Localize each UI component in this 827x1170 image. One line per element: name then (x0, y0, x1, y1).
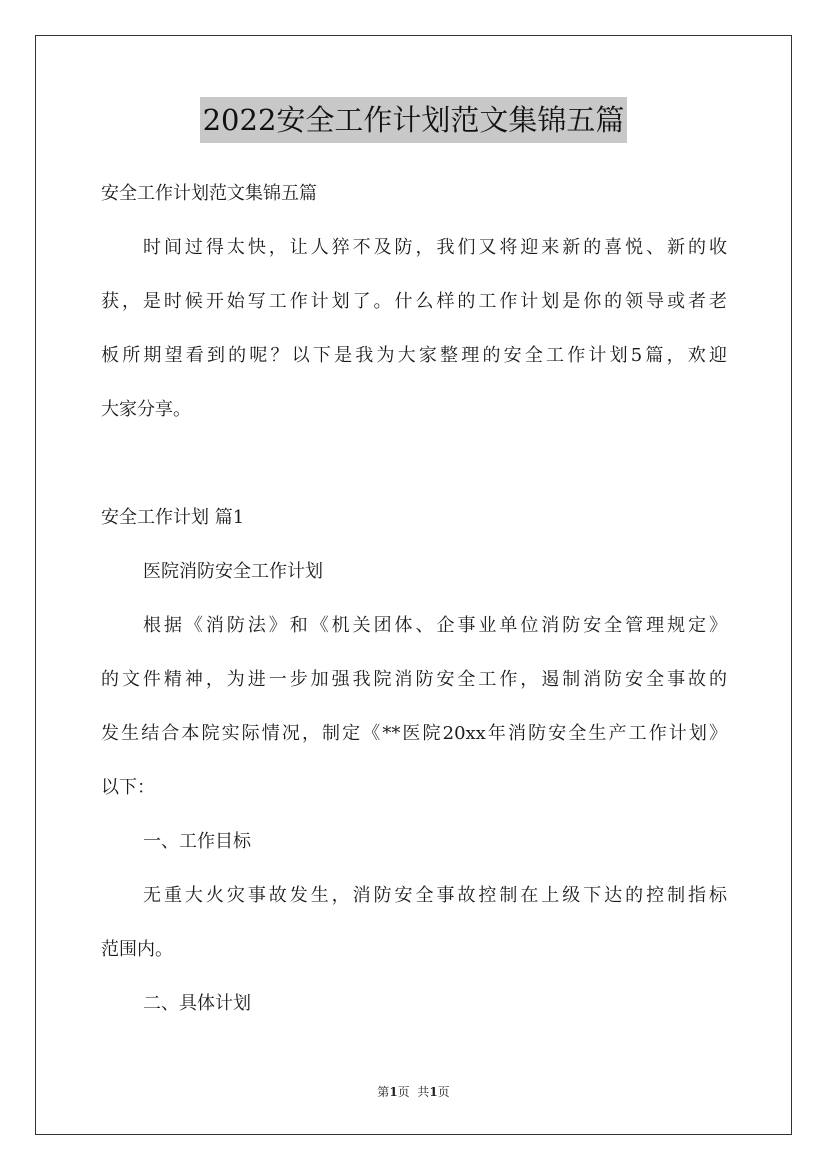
section-heading-1: 安全工作计划 篇1 (101, 507, 245, 528)
footer-page-mid: 页 共 (397, 1085, 430, 1099)
body-line-basis-4: 以下： (101, 777, 155, 798)
title-container (0, 97, 827, 143)
footer-page-prefix: 第 (377, 1085, 390, 1099)
page-footer (0, 1084, 827, 1100)
body-line-intro-4: 大家分享。 (101, 399, 191, 420)
body-line-intro-3: 板所期望看到的呢？以下是我为大家整理的安全工作计划5篇，欢迎 (101, 345, 727, 366)
plan-title: 医院消防安全工作计划 (143, 561, 323, 582)
body-line-goal-2: 范围内。 (101, 939, 173, 960)
body-line-intro-2: 获，是时候开始写工作计划了。什么样的工作计划是你的领导或者老 (101, 291, 727, 312)
body-line-intro-1: 时间过得太快，让人猝不及防，我们又将迎来新的喜悦、新的收 (143, 237, 727, 258)
body-line-goal-1: 无重大火灾事故发生，消防安全事故控制在上级下达的控制指标 (143, 885, 727, 906)
body-line-basis-1: 根据《消防法》和《机关团体、企事业单位消防安全管理规定》 (143, 615, 727, 636)
document-title: 2022安全工作计划范文集锦五篇 (200, 97, 628, 143)
footer-page-total: 1 (429, 1085, 438, 1099)
body-line-basis-3: 发生结合本院实际情况，制定《**医院20xx年消防安全生产工作计划》 (101, 723, 727, 744)
subheading-goal: 一、工作目标 (143, 831, 251, 852)
footer-page-suffix: 页 (437, 1085, 450, 1099)
body-line-subtitle: 安全工作计划范文集锦五篇 (101, 183, 317, 204)
body-line-basis-2: 的文件精神，为进一步加强我院消防安全工作，遏制消防安全事故的 (101, 669, 727, 690)
footer-page-current: 1 (389, 1085, 398, 1099)
subheading-plan: 二、具体计划 (143, 993, 251, 1014)
